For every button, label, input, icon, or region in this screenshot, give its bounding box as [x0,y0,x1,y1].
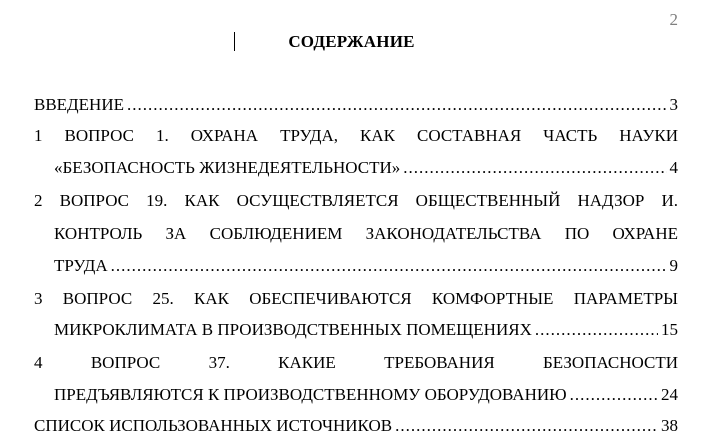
toc-entry-text: ТРУДА [54,256,108,275]
toc-entry-q4-line1[interactable]: 4 ВОПРОС 37. КАКИЕ ТРЕБОВАНИЯ БЕЗОПАСНОСТИ [34,353,678,372]
toc-page-number: 3 [669,95,678,114]
toc-entry-q3-line2[interactable] [54,318,678,342]
toc-entry-text: ПРЕДЪЯВЛЯЮТСЯ К ПРОИЗВОДСТВЕННОМУ ОБОРУДОВАНИЮ [54,385,567,404]
dot-leader [403,156,666,180]
dot-leader [535,318,658,342]
toc-entry-text: СПИСОК ИСПОЛЬЗОВАННЫХ ИСТОЧНИКОВ [34,416,393,435]
toc-page-number: 9 [669,256,678,275]
toc-entry-text: МИКРОКЛИМАТА В ПРОИЗВОДСТВЕННЫХ ПОМЕЩЕНИЯХ [54,320,532,339]
toc-entry-q1-line2[interactable] [54,156,678,180]
page-title: СОДЕРЖАНИЕ [288,32,415,51]
toc-entry-sources[interactable] [34,414,678,438]
toc-entry-text: «БЕЗОПАСНОСТЬ ЖИЗНЕДЕЯТЕЛЬНОСТИ» [54,158,401,177]
toc-entry-q1-line1[interactable]: 1 ВОПРОС 1. ОХРАНА ТРУДА, КАК СОСТАВНАЯ ЧАСТЬ НАУКИ [34,126,678,145]
dot-leader [111,254,667,278]
dot-leader [127,93,667,117]
toc-page-number: 24 [661,385,678,404]
dot-leader [395,414,658,438]
toc-entry-q3-line1[interactable]: 3 ВОПРОС 25. КАК ОБЕСПЕЧИВАЮТСЯ КОМФОРТНЫЕ ПАРАМЕТРЫ [34,289,678,308]
toc-entry-q4-line2[interactable] [54,383,678,407]
toc-page-number: 38 [661,416,678,435]
page-number: 2 [669,10,678,29]
dot-leader [570,383,658,407]
toc-entry-q2-line1[interactable]: 2 ВОПРОС 19. КАК ОСУЩЕСТВЛЯЕТСЯ ОБЩЕСТВЕННЫЙ НАДЗОР И. [34,191,678,210]
toc-page-number: 15 [661,320,678,339]
toc-entry-intro[interactable] [34,93,678,117]
toc-page-number: 4 [669,158,678,177]
toc-entry-text: ВВЕДЕНИЕ [34,95,124,114]
toc-entry-q2-line3[interactable] [54,254,678,278]
toc-entry-q2-line2[interactable]: КОНТРОЛЬ ЗА СОБЛЮДЕНИЕМ ЗАКОНОДАТЕЛЬСТВА ПО ОХРАНЕ [54,224,678,243]
